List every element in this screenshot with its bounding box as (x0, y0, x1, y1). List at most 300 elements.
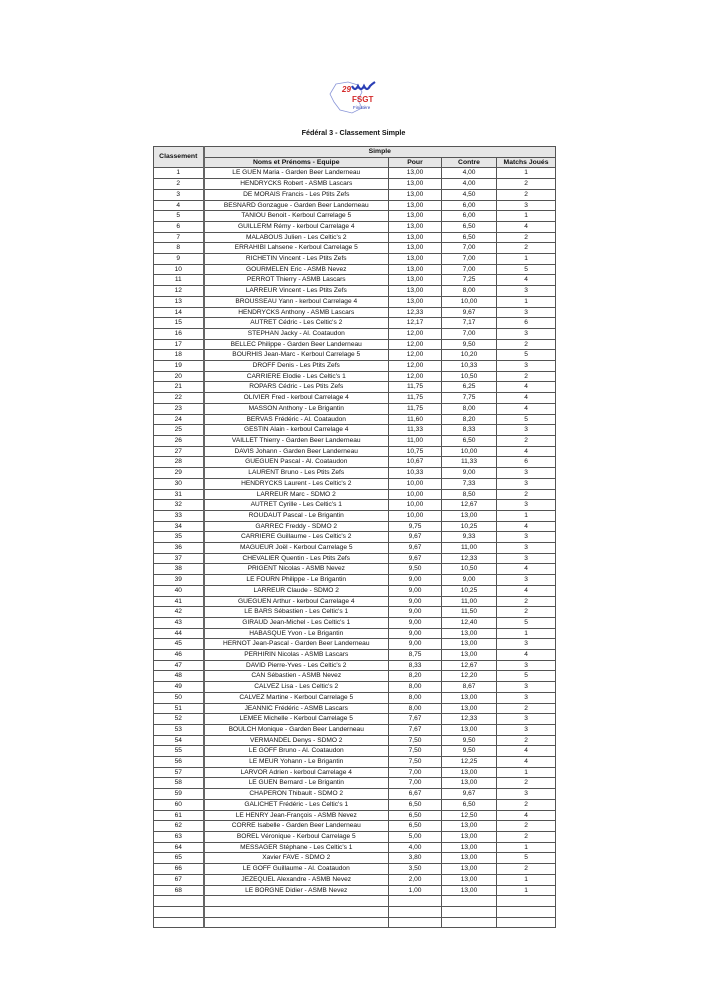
contre-cell: 13,00 (442, 703, 497, 714)
pour-cell: 11,33 (389, 425, 442, 436)
contre-cell: 13,00 (442, 510, 497, 521)
name-cell: Xavier FAVE - SDMO 2 (204, 853, 389, 864)
contre-cell (442, 917, 497, 928)
rank-cell: 45 (154, 639, 204, 650)
pour-cell: 9,50 (389, 564, 442, 575)
pour-cell: 10,33 (389, 468, 442, 479)
pour-cell: 9,67 (389, 553, 442, 564)
name-cell: HENDRYCKS Robert - ASMB Lascars (204, 179, 389, 190)
rank-cell: 31 (154, 489, 204, 500)
table-row (154, 714, 556, 725)
name-cell: CARRIERE Elodie - Les Celtic's 1 (204, 371, 389, 382)
contre-cell: 9,33 (442, 532, 497, 543)
rank-cell: 23 (154, 403, 204, 414)
rank-cell: 33 (154, 510, 204, 521)
contre-cell: 8,67 (442, 682, 497, 693)
pour-cell: 9,00 (389, 617, 442, 628)
rank-cell: 43 (154, 617, 204, 628)
rank-cell: 19 (154, 361, 204, 372)
table-row (154, 799, 556, 810)
matchs-cell: 3 (497, 361, 556, 372)
rank-cell: 47 (154, 660, 204, 671)
rank-cell: 17 (154, 339, 204, 350)
rank-cell: 37 (154, 553, 204, 564)
matchs-cell: 2 (497, 189, 556, 200)
contre-cell: 6,25 (442, 382, 497, 393)
pour-cell: 9,00 (389, 607, 442, 618)
pour-cell: 6,50 (389, 799, 442, 810)
pour-cell: 10,00 (389, 500, 442, 511)
pour-cell: 8,20 (389, 671, 442, 682)
matchs-cell: 5 (497, 853, 556, 864)
name-cell: LEMEE Michelle - Kerboul Carrelage 5 (204, 714, 389, 725)
rank-cell: 3 (154, 189, 204, 200)
name-cell: DROFF Denis - Les Ptits Zefs (204, 361, 389, 372)
table-row (154, 660, 556, 671)
svg-text:29: 29 (342, 85, 351, 94)
table-row (154, 735, 556, 746)
name-cell: HABASQUE Yvon - Le Brigantin (204, 628, 389, 639)
name-cell: LE GOFF Bruno - Al. Coataudon (204, 746, 389, 757)
matchs-cell: 4 (497, 446, 556, 457)
rank-cell: 57 (154, 767, 204, 778)
pour-cell (389, 917, 442, 928)
name-cell: CHEVALIER Quentin - Les Ptits Zefs (204, 553, 389, 564)
name-cell: PRIGENT Nicolas - ASMB Nevez (204, 564, 389, 575)
table-row (154, 200, 556, 211)
table-row (154, 821, 556, 832)
rank-cell: 24 (154, 414, 204, 425)
contre-cell: 11,50 (442, 607, 497, 618)
pour-cell: 7,50 (389, 746, 442, 757)
pour-cell: 13,00 (389, 286, 442, 297)
table-row (154, 328, 556, 339)
table-row (154, 243, 556, 254)
name-cell: MAGUEUR Joël - Kerboul Carrelage 5 (204, 543, 389, 554)
table-row (154, 307, 556, 318)
contre-cell: 10,50 (442, 371, 497, 382)
matchs-cell: 2 (497, 735, 556, 746)
pour-cell: 11,75 (389, 382, 442, 393)
matchs-cell: 4 (497, 757, 556, 768)
pour-cell: 9,75 (389, 521, 442, 532)
matchs-cell: 4 (497, 521, 556, 532)
matchs-cell: 4 (497, 403, 556, 414)
rank-cell: 44 (154, 628, 204, 639)
name-cell: LAURENT Bruno - Les Ptits Zefs (204, 468, 389, 479)
contre-cell: 6,00 (442, 211, 497, 222)
table-row (154, 810, 556, 821)
matchs-cell (497, 906, 556, 917)
contre-cell: 13,00 (442, 821, 497, 832)
contre-cell: 6,50 (442, 435, 497, 446)
pour-cell: 13,00 (389, 211, 442, 222)
pour-cell: 13,00 (389, 254, 442, 265)
contre-cell: 7,00 (442, 328, 497, 339)
table-row (154, 189, 556, 200)
name-cell: LE MEUR Yohann - Le Brigantin (204, 757, 389, 768)
matchs-cell: 4 (497, 393, 556, 404)
rank-cell: 61 (154, 810, 204, 821)
name-cell: LARREUR Marc - SDMO 2 (204, 489, 389, 500)
rank-cell: 18 (154, 350, 204, 361)
pour-cell: 13,00 (389, 200, 442, 211)
pour-cell: 11,00 (389, 435, 442, 446)
contre-cell: 4,00 (442, 168, 497, 179)
pour-cell: 9,00 (389, 585, 442, 596)
contre-cell (442, 896, 497, 907)
name-cell: BOURHIS Jean-Marc - Kerboul Carrelage 5 (204, 350, 389, 361)
name-cell: GUEGUEN Pascal - Al. Coataudon (204, 457, 389, 468)
contre-cell: 9,50 (442, 746, 497, 757)
matchs-cell: 1 (497, 211, 556, 222)
contre-cell: 13,00 (442, 885, 497, 896)
rank-cell: 68 (154, 885, 204, 896)
rank-cell: 36 (154, 543, 204, 554)
matchs-cell: 1 (497, 254, 556, 265)
rank-cell: 39 (154, 575, 204, 586)
name-cell (204, 896, 389, 907)
matchs-cell: 3 (497, 789, 556, 800)
contre-cell: 13,00 (442, 842, 497, 853)
contre-cell: 6,50 (442, 221, 497, 232)
contre-cell: 8,20 (442, 414, 497, 425)
rank-cell: 35 (154, 532, 204, 543)
matchs-cell: 2 (497, 243, 556, 254)
rank-cell: 7 (154, 232, 204, 243)
name-cell: MALABOUS Julien - Les Celtic's 2 (204, 232, 389, 243)
name-cell: LE HENRY Jean-François - ASMB Nevez (204, 810, 389, 821)
matchs-cell: 4 (497, 746, 556, 757)
rank-cell (154, 906, 204, 917)
matchs-cell: 2 (497, 435, 556, 446)
rank-cell: 63 (154, 832, 204, 843)
table-row (154, 596, 556, 607)
matchs-cell: 2 (497, 607, 556, 618)
pour-cell: 13,00 (389, 189, 442, 200)
rank-cell: 55 (154, 746, 204, 757)
matchs-cell: 3 (497, 714, 556, 725)
rank-cell: 60 (154, 799, 204, 810)
name-cell: CAN Sébastien - ASMB Nevez (204, 671, 389, 682)
contre-cell: 9,67 (442, 789, 497, 800)
table-row (154, 575, 556, 586)
table-row (154, 650, 556, 661)
rank-cell: 58 (154, 778, 204, 789)
contre-cell: 4,00 (442, 179, 497, 190)
rank-cell: 54 (154, 735, 204, 746)
table-row (154, 425, 556, 436)
name-cell: STEPHAN Jacky - Al. Coataudon (204, 328, 389, 339)
pour-cell: 9,67 (389, 543, 442, 554)
table-row (154, 478, 556, 489)
rank-cell: 15 (154, 318, 204, 329)
pour-cell: 7,67 (389, 724, 442, 735)
contre-cell: 12,40 (442, 617, 497, 628)
matchs-cell (497, 917, 556, 928)
header-contre: Contre (442, 157, 497, 168)
contre-cell (442, 906, 497, 917)
rank-cell: 51 (154, 703, 204, 714)
matchs-cell: 6 (497, 318, 556, 329)
table-row (154, 906, 556, 917)
contre-cell: 13,00 (442, 853, 497, 864)
name-cell: MASSON Anthony - Le Brigantin (204, 403, 389, 414)
name-cell: LE GUEN Bernard - Le Brigantin (204, 778, 389, 789)
rank-cell: 21 (154, 382, 204, 393)
matchs-cell: 1 (497, 510, 556, 521)
pour-cell: 7,50 (389, 735, 442, 746)
contre-cell: 13,00 (442, 874, 497, 885)
pour-cell (389, 906, 442, 917)
rank-cell: 53 (154, 724, 204, 735)
matchs-cell: 4 (497, 810, 556, 821)
pour-cell: 11,75 (389, 393, 442, 404)
name-cell: LARREUR Claude - SDMO 2 (204, 585, 389, 596)
contre-cell: 10,00 (442, 296, 497, 307)
pour-cell: 9,00 (389, 575, 442, 586)
table-row (154, 382, 556, 393)
matchs-cell: 2 (497, 778, 556, 789)
table-row (154, 168, 556, 179)
rank-cell: 41 (154, 596, 204, 607)
pour-cell: 3,80 (389, 853, 442, 864)
name-cell: PERROT Thierry - ASMB Lascars (204, 275, 389, 286)
ranking-table (153, 146, 556, 928)
table-row (154, 543, 556, 554)
table-row (154, 232, 556, 243)
contre-cell: 12,33 (442, 553, 497, 564)
name-cell: DAVID Pierre-Yves - Les Celtic's 2 (204, 660, 389, 671)
rank-cell: 42 (154, 607, 204, 618)
table-row (154, 864, 556, 875)
contre-cell: 7,00 (442, 254, 497, 265)
table-row (154, 853, 556, 864)
name-cell: GUILLERM Rémy - kerboul Carrelage 4 (204, 221, 389, 232)
matchs-cell: 4 (497, 564, 556, 575)
matchs-cell: 2 (497, 489, 556, 500)
name-cell: CALVEZ Martine - Kerboul Carrelage 5 (204, 692, 389, 703)
table-row (154, 639, 556, 650)
rank-cell: 11 (154, 275, 204, 286)
contre-cell: 9,50 (442, 735, 497, 746)
name-cell (204, 917, 389, 928)
matchs-cell: 1 (497, 874, 556, 885)
rank-cell: 50 (154, 692, 204, 703)
contre-cell: 13,00 (442, 778, 497, 789)
name-cell: TANIOU Benoit - Kerboul Carrelage 5 (204, 211, 389, 222)
matchs-cell: 3 (497, 286, 556, 297)
pour-cell: 6,50 (389, 810, 442, 821)
matchs-cell: 4 (497, 585, 556, 596)
contre-cell: 8,00 (442, 403, 497, 414)
contre-cell: 11,33 (442, 457, 497, 468)
pour-cell: 2,00 (389, 874, 442, 885)
matchs-cell: 2 (497, 832, 556, 843)
table-row (154, 371, 556, 382)
table-row (154, 318, 556, 329)
name-cell: ERRAHIBI Lahsene - Kerboul Carrelage 5 (204, 243, 389, 254)
table-row (154, 179, 556, 190)
matchs-cell: 3 (497, 639, 556, 650)
contre-cell: 7,75 (442, 393, 497, 404)
contre-cell: 8,00 (442, 286, 497, 297)
pour-cell: 12,00 (389, 371, 442, 382)
table-row (154, 874, 556, 885)
rank-cell: 32 (154, 500, 204, 511)
matchs-cell: 3 (497, 724, 556, 735)
name-cell: HENDRYCKS Anthony - ASMB Lascars (204, 307, 389, 318)
matchs-cell: 3 (497, 478, 556, 489)
matchs-cell: 5 (497, 414, 556, 425)
contre-cell: 13,00 (442, 832, 497, 843)
table-row (154, 286, 556, 297)
contre-cell: 8,50 (442, 489, 497, 500)
pour-cell: 13,00 (389, 275, 442, 286)
name-cell: LE BARS Sébastien - Les Celtic's 1 (204, 607, 389, 618)
pour-cell: 4,00 (389, 842, 442, 853)
name-cell: OLIVIER Fred - kerboul Carrelage 4 (204, 393, 389, 404)
pour-cell: 10,75 (389, 446, 442, 457)
pour-cell: 7,67 (389, 714, 442, 725)
contre-cell: 9,50 (442, 339, 497, 350)
table-row (154, 446, 556, 457)
table-row (154, 264, 556, 275)
svg-text:Finistère: Finistère (353, 105, 371, 110)
rank-cell: 6 (154, 221, 204, 232)
matchs-cell: 2 (497, 703, 556, 714)
rank-cell: 38 (154, 564, 204, 575)
contre-cell: 6,50 (442, 799, 497, 810)
matchs-cell: 2 (497, 821, 556, 832)
contre-cell: 10,50 (442, 564, 497, 575)
contre-cell: 12,20 (442, 671, 497, 682)
table-row (154, 521, 556, 532)
pour-cell: 13,00 (389, 168, 442, 179)
contre-cell: 7,00 (442, 264, 497, 275)
matchs-cell: 3 (497, 660, 556, 671)
matchs-cell: 3 (497, 692, 556, 703)
svg-text:FSGT: FSGT (352, 95, 374, 104)
pour-cell: 12,00 (389, 350, 442, 361)
matchs-cell: 5 (497, 350, 556, 361)
name-cell (204, 906, 389, 917)
matchs-cell: 2 (497, 864, 556, 875)
rank-cell: 25 (154, 425, 204, 436)
name-cell: MESSAGER Stéphane - Les Celtic's 1 (204, 842, 389, 853)
name-cell: BOULCH Monique - Garden Beer Landerneau (204, 724, 389, 735)
matchs-cell: 3 (497, 682, 556, 693)
contre-cell: 10,00 (442, 446, 497, 457)
pour-cell: 8,00 (389, 692, 442, 703)
pour-cell: 8,33 (389, 660, 442, 671)
name-cell: LE FOURN Philippe - Le Brigantin (204, 575, 389, 586)
contre-cell: 9,00 (442, 468, 497, 479)
contre-cell: 13,00 (442, 650, 497, 661)
pour-cell (389, 896, 442, 907)
rank-cell (154, 896, 204, 907)
header-matchs: Matchs Joués (497, 157, 556, 168)
contre-cell: 9,00 (442, 575, 497, 586)
table-row (154, 692, 556, 703)
pour-cell: 13,00 (389, 264, 442, 275)
rank-cell: 1 (154, 168, 204, 179)
matchs-cell: 3 (497, 553, 556, 564)
pour-cell: 12,00 (389, 328, 442, 339)
matchs-cell: 3 (497, 468, 556, 479)
rank-cell: 28 (154, 457, 204, 468)
name-cell: GUEGUEN Arthur - kerboul Carrelage 4 (204, 596, 389, 607)
rank-cell: 14 (154, 307, 204, 318)
rank-cell: 29 (154, 468, 204, 479)
matchs-cell: 3 (497, 575, 556, 586)
rank-cell: 67 (154, 874, 204, 885)
name-cell: LE GUEN Maria - Garden Beer Landerneau (204, 168, 389, 179)
name-cell: JEZEQUEL Alexandre - ASMB Nevez (204, 874, 389, 885)
table-row (154, 489, 556, 500)
contre-cell: 10,25 (442, 521, 497, 532)
rank-cell: 40 (154, 585, 204, 596)
matchs-cell (497, 896, 556, 907)
contre-cell: 6,00 (442, 200, 497, 211)
pour-cell: 10,67 (389, 457, 442, 468)
header-row-group (154, 147, 556, 158)
pour-cell: 5,00 (389, 832, 442, 843)
header-name: Noms et Prénoms - Equipe (204, 157, 389, 168)
pour-cell: 3,50 (389, 864, 442, 875)
rank-cell: 56 (154, 757, 204, 768)
matchs-cell: 4 (497, 221, 556, 232)
table-row (154, 832, 556, 843)
contre-cell: 10,20 (442, 350, 497, 361)
name-cell: VERMANDEL Denys - SDMO 2 (204, 735, 389, 746)
name-cell: HENDRYCKS Laurent - Les Celtic's 2 (204, 478, 389, 489)
table-row (154, 746, 556, 757)
rank-cell: 26 (154, 435, 204, 446)
contre-cell: 11,00 (442, 596, 497, 607)
table-row (154, 296, 556, 307)
name-cell: GIRAUD Jean-Michel - Les Celtic's 1 (204, 617, 389, 628)
name-cell: AUTRET Cédric - Les Celtic's 2 (204, 318, 389, 329)
matchs-cell: 5 (497, 617, 556, 628)
name-cell: CORRE Isabelle - Garden Beer Landerneau (204, 821, 389, 832)
pour-cell: 9,00 (389, 639, 442, 650)
pour-cell: 9,67 (389, 532, 442, 543)
name-cell: GARREC Freddy - SDMO 2 (204, 521, 389, 532)
name-cell: VAILLET Thierry - Garden Beer Landerneau (204, 435, 389, 446)
matchs-cell: 2 (497, 371, 556, 382)
name-cell: GALICHET Frédéric - Les Celtic's 1 (204, 799, 389, 810)
contre-cell: 7,00 (442, 243, 497, 254)
header-pour: Pour (389, 157, 442, 168)
table-row (154, 564, 556, 575)
rank-cell: 2 (154, 179, 204, 190)
matchs-cell: 1 (497, 767, 556, 778)
logo-graphic (328, 80, 380, 116)
pour-cell: 11,75 (389, 403, 442, 414)
pour-cell: 10,00 (389, 489, 442, 500)
rank-cell: 65 (154, 853, 204, 864)
pour-cell: 7,00 (389, 767, 442, 778)
matchs-cell: 3 (497, 200, 556, 211)
header-classement: Classement (154, 147, 204, 168)
matchs-cell: 1 (497, 842, 556, 853)
table-row (154, 917, 556, 928)
pour-cell: 9,00 (389, 628, 442, 639)
name-cell: CALVEZ Lisa - Les Celtic's 2 (204, 682, 389, 693)
table-row (154, 671, 556, 682)
table-row (154, 553, 556, 564)
